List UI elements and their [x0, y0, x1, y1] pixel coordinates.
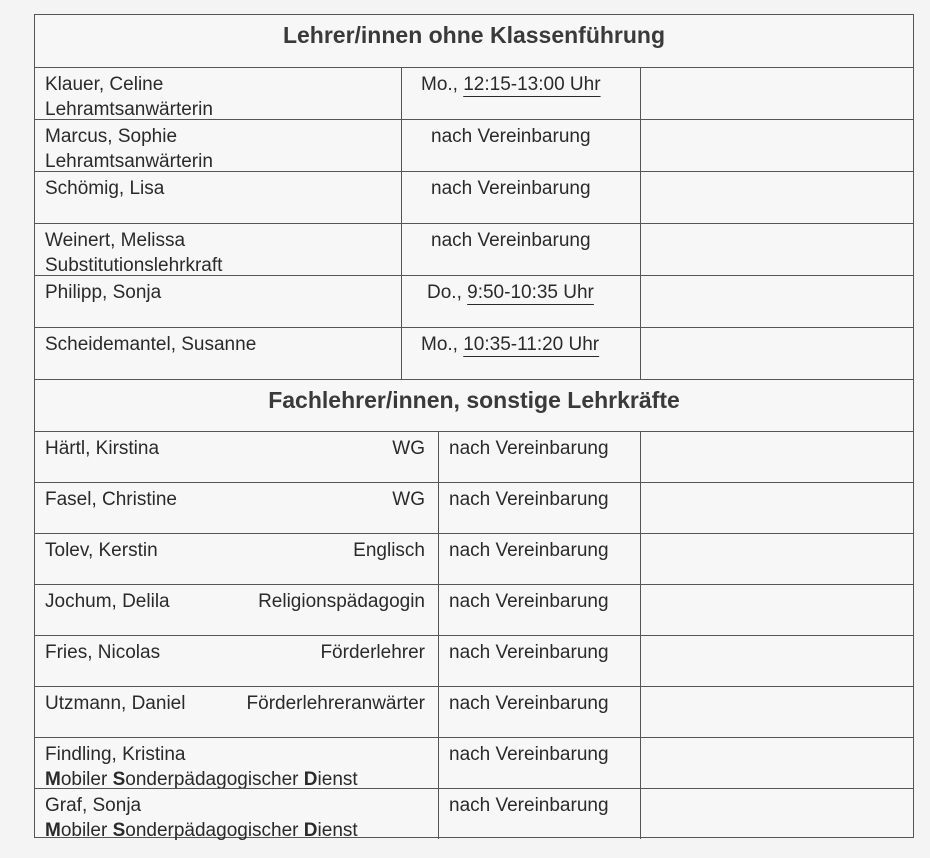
section2-heading [35, 379, 913, 431]
teacher-name: Findling, Kristina [45, 744, 186, 765]
teacher-role: Lehramtsanwärterin [45, 99, 213, 120]
consultation-time: Mo., 10:35-11:20 Uhr [421, 334, 600, 355]
teacher-name: Schömig, Lisa [45, 178, 165, 199]
teacher-name: Jochum, Delila [45, 591, 170, 612]
section1-heading [35, 15, 913, 67]
consultation-time: Mo., 12:15-13:00 Uhr [421, 74, 601, 95]
table-row [35, 119, 913, 171]
teacher-subject: Förderlehrer [320, 642, 425, 663]
teacher-name: Weinert, Melissa [45, 230, 186, 251]
teacher-name: Marcus, Sophie [45, 126, 178, 147]
table-row [35, 686, 913, 737]
section2-title: Fachlehrer/innen, sonstige Lehrkräfte [268, 387, 680, 413]
teacher-name: Graf, Sonja [45, 795, 142, 816]
consultation-time: nach Vereinbarung [449, 693, 609, 714]
table-row [35, 584, 913, 635]
consultation-time: nach Vereinbarung [431, 126, 591, 147]
table-row [35, 431, 913, 482]
consultation-time: nach Vereinbarung [449, 438, 609, 459]
teacher-name: Philipp, Sonja [45, 282, 162, 303]
table-row [35, 635, 913, 686]
table-row [35, 275, 913, 327]
teacher-subject: Englisch [353, 540, 425, 561]
teacher-role: Substitutionslehrkraft [45, 255, 223, 276]
teacher-name: Klauer, Celine [45, 74, 164, 95]
consultation-time: Do., 9:50-10:35 Uhr [427, 282, 594, 303]
consultation-time: nach Vereinbarung [449, 591, 609, 612]
teacher-name: Scheidemantel, Susanne [45, 334, 257, 355]
teacher-role: Mobiler Sonderpädagogischer Dienst [45, 769, 358, 790]
consultation-time: nach Vereinbarung [431, 230, 591, 251]
teacher-subject: Förderlehreranwärter [246, 693, 425, 714]
teacher-name: Härtl, Kirstina [45, 438, 160, 459]
schedule-sheet [34, 14, 914, 841]
teacher-subject: Religionspädagogin [258, 591, 425, 612]
consultation-time: nach Vereinbarung [449, 540, 609, 561]
teacher-name: Tolev, Kerstin [45, 540, 158, 561]
consultation-time: nach Vereinbarung [449, 489, 609, 510]
teacher-subject: WG [392, 489, 425, 510]
table-row [35, 788, 913, 839]
table-row [35, 533, 913, 584]
teacher-name: Fasel, Christine [45, 489, 177, 510]
consultation-time: nach Vereinbarung [449, 642, 609, 663]
table-row [35, 327, 913, 379]
table-row [35, 67, 913, 119]
consultation-time: nach Vereinbarung [449, 744, 609, 765]
teacher-name: Utzmann, Daniel [45, 693, 186, 714]
teacher-subject: WG [392, 438, 425, 459]
teacher-role: Mobiler Sonderpädagogischer Dienst [45, 820, 358, 841]
consultation-time: nach Vereinbarung [431, 178, 591, 199]
teacher-name: Fries, Nicolas [45, 642, 161, 663]
table-row [35, 482, 913, 533]
section1-title: Lehrer/innen ohne Klassenführung [282, 22, 666, 48]
table-row [35, 737, 913, 788]
consultation-time: nach Vereinbarung [449, 795, 609, 816]
teacher-role: Lehramtsanwärterin [45, 151, 213, 172]
table-row [35, 223, 913, 275]
table-row [35, 171, 913, 223]
